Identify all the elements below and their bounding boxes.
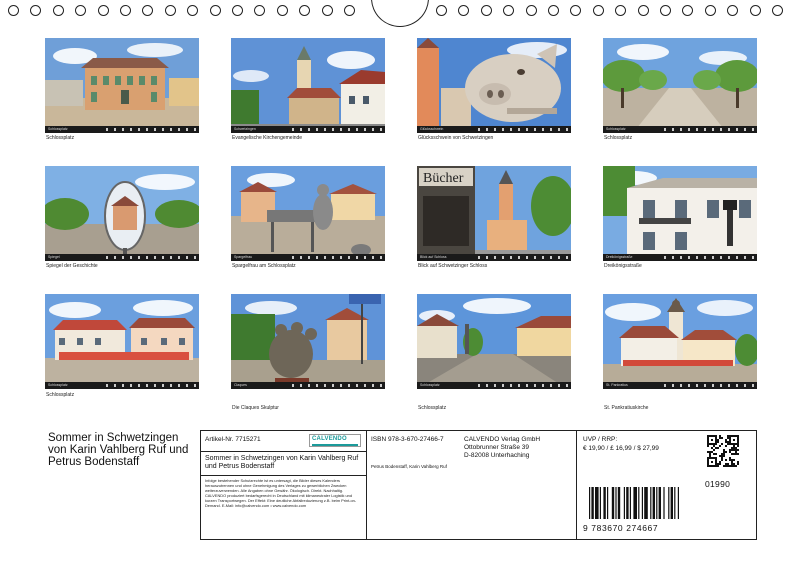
info-column-price [576,431,757,539]
binding-ring [593,5,604,16]
photo-pankratiuskirche: St. Pankratius [603,294,757,389]
calendar-title: Sommer in Schwetzingen von Karin Vahlberg Ruf und Petrus Bodenstaff [48,432,189,468]
product-info-box [200,430,757,540]
logo-text: CALVENDO [312,436,347,442]
binding-ring [570,5,581,16]
photo-caption: Spiegel der Geschichte [46,263,98,269]
photo-caption: Schlossplatz [418,405,447,411]
binding-ring [503,5,514,16]
binding-ring [30,5,41,16]
photo-church: Schwetzingen [231,38,385,133]
info-column-publisher [371,436,576,536]
publisher-address [464,436,540,460]
photo-caption: Schlossplatz [46,392,75,398]
photo-schlossplatz-1: Schlossplatz [45,38,199,133]
photo-dreikoenigsstrasse: Dreikönigsstraße [603,166,757,261]
photo-pig-sculpture: Glücksschwein [417,38,571,133]
binding-ring [727,5,738,16]
photo-claques-sculpture: Claques [231,294,385,389]
binding-ring [142,5,153,16]
article-number: Artikel-Nr. 7715271 [205,436,261,443]
binding-ring [682,5,693,16]
photo-asparagus-woman: Spargelfrau [231,166,385,261]
binding-ring [210,5,221,16]
binding-ring [98,5,109,16]
binding-ring [526,5,537,16]
issue-code: 01990 [705,479,731,489]
isbn: ISBN 978-3-670-27466-7 [371,436,444,443]
binding-ring [548,5,559,16]
photo-caption: Schlossplatz [604,135,633,141]
photo-caption: Dreikönigsstraße [604,263,642,269]
binding-ring [772,5,783,16]
photo-mirror-sculpture: Spiegel [45,166,199,261]
photo-bookshop-view: Bücher Blick auf Schloss [417,166,571,261]
qr-code [707,435,739,467]
photo-caption: Spargelfrau am Schlossplatz [232,263,296,269]
binding-ring [53,5,64,16]
spiral-binding [0,5,800,19]
calendar-hanger [371,0,429,27]
binding-ring [254,5,265,16]
binding-ring [165,5,176,16]
binding-ring [660,5,671,16]
binding-ring [344,5,355,16]
photo-caption: Blick auf Schwetzinger Schloss [418,263,488,269]
publisher-street: Ottobrunner Straße 39 [464,444,530,451]
authors: Petrus Bodenstaff, Karin Vahlberg Ruf [371,464,447,469]
binding-ring [8,5,19,16]
svg-text:Bücher: Bücher [423,171,464,186]
binding-ring [187,5,198,16]
photo-caption: Glücksschwein von Schwetzingen [418,135,494,141]
binding-ring [232,5,243,16]
price-label: UVP / RRP: [583,436,618,443]
binding-ring [277,5,288,16]
legal-description: Infolge bestehender Schutzrechte ist es untersagt, die Bilder dieses Kalenders herauszutrennen und ohne Genehmigung des Verlages zu gewerblichen Zwecken weiterzuverwenden. Alle Angaben ohne Gewähr. Ökologisch. Direkt. Nachhaltig. CALVENDO produziert bedarfsgerecht in Deutschland mit klimaneutraler Logistik und kurzen Transportwegen. Der Effekt: Eine deutliche Abfallreduzierung z.B. beim Print-on-Demand. E-Mail: info@calvendo.com • www.calvendo.com [205,478,357,508]
photo-schlossplatz-2: Schlossplatz [603,38,757,133]
photo-caption: Evangelische Kirchengemeinde [232,135,303,141]
photo-caption: Die Claques Skulptur [232,405,279,411]
binding-ring [615,5,626,16]
photo-schlossplatz-4: Schlossplatz [417,294,571,389]
barcode-number: 9 783670 274667 [583,523,659,533]
binding-ring [458,5,469,16]
photo-caption: Schlossplatz [46,135,75,141]
info-column-article [201,431,367,539]
binding-ring [638,5,649,16]
calendar-subtitle: Sommer in Schwetzingen von Karin Vahlberg Ruf und Petrus Bodenstaff [205,455,359,470]
barcode [589,487,717,519]
publisher-name: CALVENDO Verlag GmbH [464,436,541,443]
binding-ring [481,5,492,16]
binding-ring [705,5,716,16]
binding-ring [299,5,310,16]
photo-schlossplatz-3: Schlossplatz [45,294,199,389]
binding-ring [75,5,86,16]
binding-ring [436,5,447,16]
binding-ring [750,5,761,16]
photo-caption: St. Pankratiuskirche [604,405,649,411]
binding-ring [120,5,131,16]
price-value: € 19,90 / £ 16,99 / $ 27,99 [583,445,659,452]
publisher-city: D-82008 Unterhaching [464,452,530,459]
publisher-logo [309,434,361,447]
binding-ring [322,5,333,16]
